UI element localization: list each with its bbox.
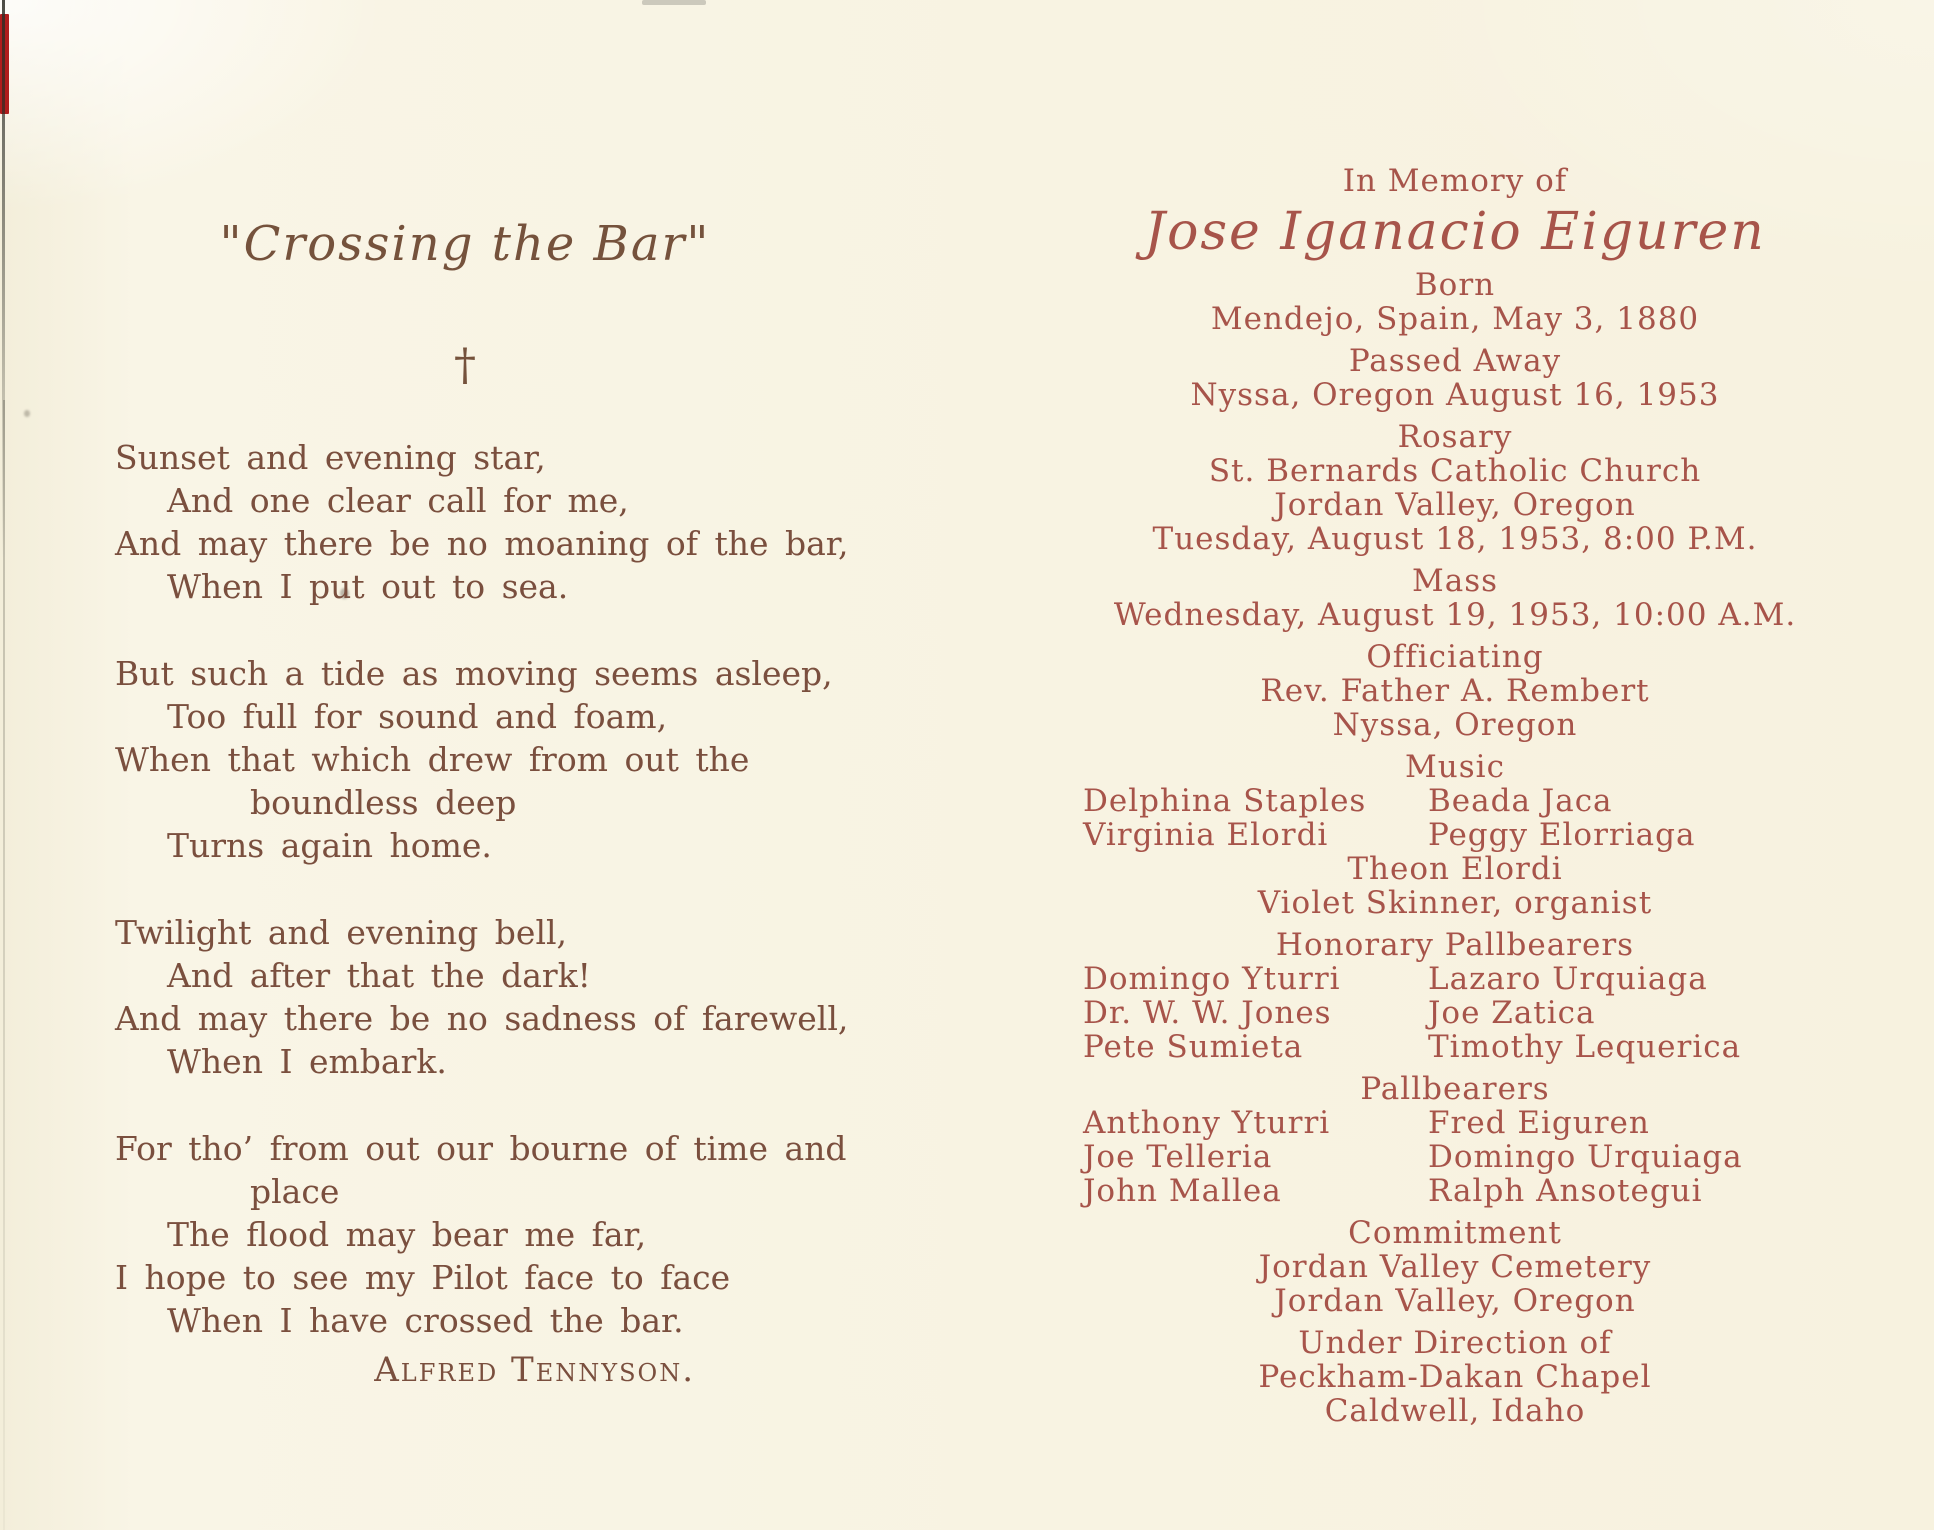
poem-line: boundless deep <box>250 783 517 822</box>
poem-line: And after that the dark! <box>167 956 591 995</box>
poem-line: I hope to see my Pilot face to face <box>115 1258 731 1297</box>
musician-name: Virginia Elordi <box>1083 817 1329 853</box>
poem-line: For tho’ from out our bourne of time and <box>115 1129 847 1168</box>
officiating-name: Rev. Father A. Rembert <box>1260 673 1650 709</box>
direction-label: Under Direction of <box>1298 1325 1612 1361</box>
poem-line: When I have crossed the bar. <box>167 1301 684 1340</box>
honorary-pallbearers-row <box>1005 962 1905 996</box>
pallbearers-label: Pallbearers <box>1360 1071 1550 1107</box>
poem-line: Too full for sound and foam, <box>167 697 668 736</box>
poem-body <box>115 436 849 1386</box>
musician-name: Theon Elordi <box>1347 851 1563 887</box>
mass-label: Mass <box>1411 563 1499 599</box>
music-row <box>1005 784 1905 818</box>
commitment-city: Jordan Valley, Oregon <box>1274 1283 1636 1319</box>
memorial-details <box>1005 162 1905 1428</box>
poem-line: And may there be no moaning of the bar, <box>115 524 849 563</box>
officiating-place: Nyssa, Oregon <box>1332 707 1578 743</box>
honorary-pallbearers-row <box>1005 996 1905 1030</box>
poem-line: Turns again home. <box>167 826 492 865</box>
poem-stanza-4 <box>115 1127 847 1342</box>
pallbearer-name: Anthony Yturri <box>1083 1105 1331 1141</box>
musician-name: Peggy Elorriaga <box>1428 817 1696 853</box>
pallbearer-name: Dr. W. W. Jones <box>1083 995 1332 1031</box>
poem-line: And may there be no sadness of farewell, <box>115 999 849 1038</box>
poem-line: When I put out to sea. <box>167 567 569 606</box>
poem-line: Sunset and evening star, <box>115 438 546 477</box>
rosary-datetime: Tuesday, August 18, 1953, 8:00 P.M. <box>1152 521 1758 557</box>
direction-city: Caldwell, Idaho <box>1324 1393 1586 1429</box>
pallbearer-name: John Mallea <box>1083 1173 1282 1209</box>
music-row <box>1005 818 1905 852</box>
poem-stanza-3 <box>115 911 849 1083</box>
born-label: Born <box>1414 267 1496 303</box>
commitment-place: Jordan Valley Cemetery <box>1258 1249 1652 1285</box>
pallbearer-name: Lazaro Urquiaga <box>1428 961 1708 997</box>
pallbearers-row <box>1005 1174 1905 1208</box>
poem-line: The flood may bear me far, <box>167 1215 647 1254</box>
paper-speck <box>24 410 30 417</box>
musician-name: Violet Skinner, organist <box>1257 885 1653 921</box>
poem-attribution: Alfred Tennyson. <box>374 1350 695 1390</box>
poem-line: When I embark. <box>167 1042 447 1081</box>
commitment-label: Commitment <box>1348 1215 1562 1251</box>
poem-line: Twilight and evening bell, <box>115 913 568 952</box>
mass-datetime: Wednesday, August 19, 1953, 10:00 A.M. <box>1113 597 1797 633</box>
cross-icon: † <box>454 340 476 391</box>
pallbearer-name: Joe Telleria <box>1083 1139 1273 1175</box>
musician-name: Beada Jaca <box>1428 783 1613 819</box>
honorary-pallbearers-row <box>1005 1030 1905 1064</box>
pallbearer-name: Timothy Lequerica <box>1428 1029 1742 1065</box>
born-value: Mendejo, Spain, May 3, 1880 <box>1210 301 1700 337</box>
direction-name: Peckham-Dakan Chapel <box>1258 1359 1652 1395</box>
rosary-place: Jordan Valley, Oregon <box>1274 487 1636 523</box>
poem-line: But such a tide as moving seems asleep, <box>115 654 833 693</box>
in-memory-of-label: In Memory of <box>1342 163 1568 199</box>
poem-title: "Crossing the Bar" <box>219 216 711 272</box>
rosary-label: Rosary <box>1397 419 1513 455</box>
pallbearer-name: Fred Eiguren <box>1428 1105 1650 1141</box>
poem-line: place <box>250 1172 340 1211</box>
poem-stanza-2 <box>115 652 833 867</box>
pallbearer-name: Joe Zatica <box>1428 995 1596 1031</box>
passed-away-value: Nyssa, Oregon August 16, 1953 <box>1190 377 1720 413</box>
pallbearers-row <box>1005 1106 1905 1140</box>
pallbearer-name: Domingo Urquiaga <box>1428 1139 1743 1175</box>
scan-edge-line-faint <box>3 400 5 1530</box>
pallbearers-row <box>1005 1140 1905 1174</box>
poem-line: When that which drew from out the <box>115 740 750 779</box>
officiating-label: Officiating <box>1366 639 1544 675</box>
musician-name: Delphina Staples <box>1083 783 1367 819</box>
music-label: Music <box>1405 749 1505 785</box>
honorary-pallbearers-label: Honorary Pallbearers <box>1275 927 1635 963</box>
rosary-church: St. Bernards Catholic Church <box>1208 453 1702 489</box>
passed-away-label: Passed Away <box>1348 343 1562 379</box>
pallbearer-name: Pete Sumieta <box>1083 1029 1304 1065</box>
poem-stanza-1 <box>115 436 849 608</box>
poem-line: And one clear call for me, <box>167 481 629 520</box>
deceased-name: Jose Iganacio Eiguren <box>1144 202 1766 262</box>
pallbearer-name: Ralph Ansotegui <box>1428 1173 1703 1209</box>
scan-top-smudge <box>642 0 706 5</box>
pallbearer-name: Domingo Yturri <box>1083 961 1341 997</box>
